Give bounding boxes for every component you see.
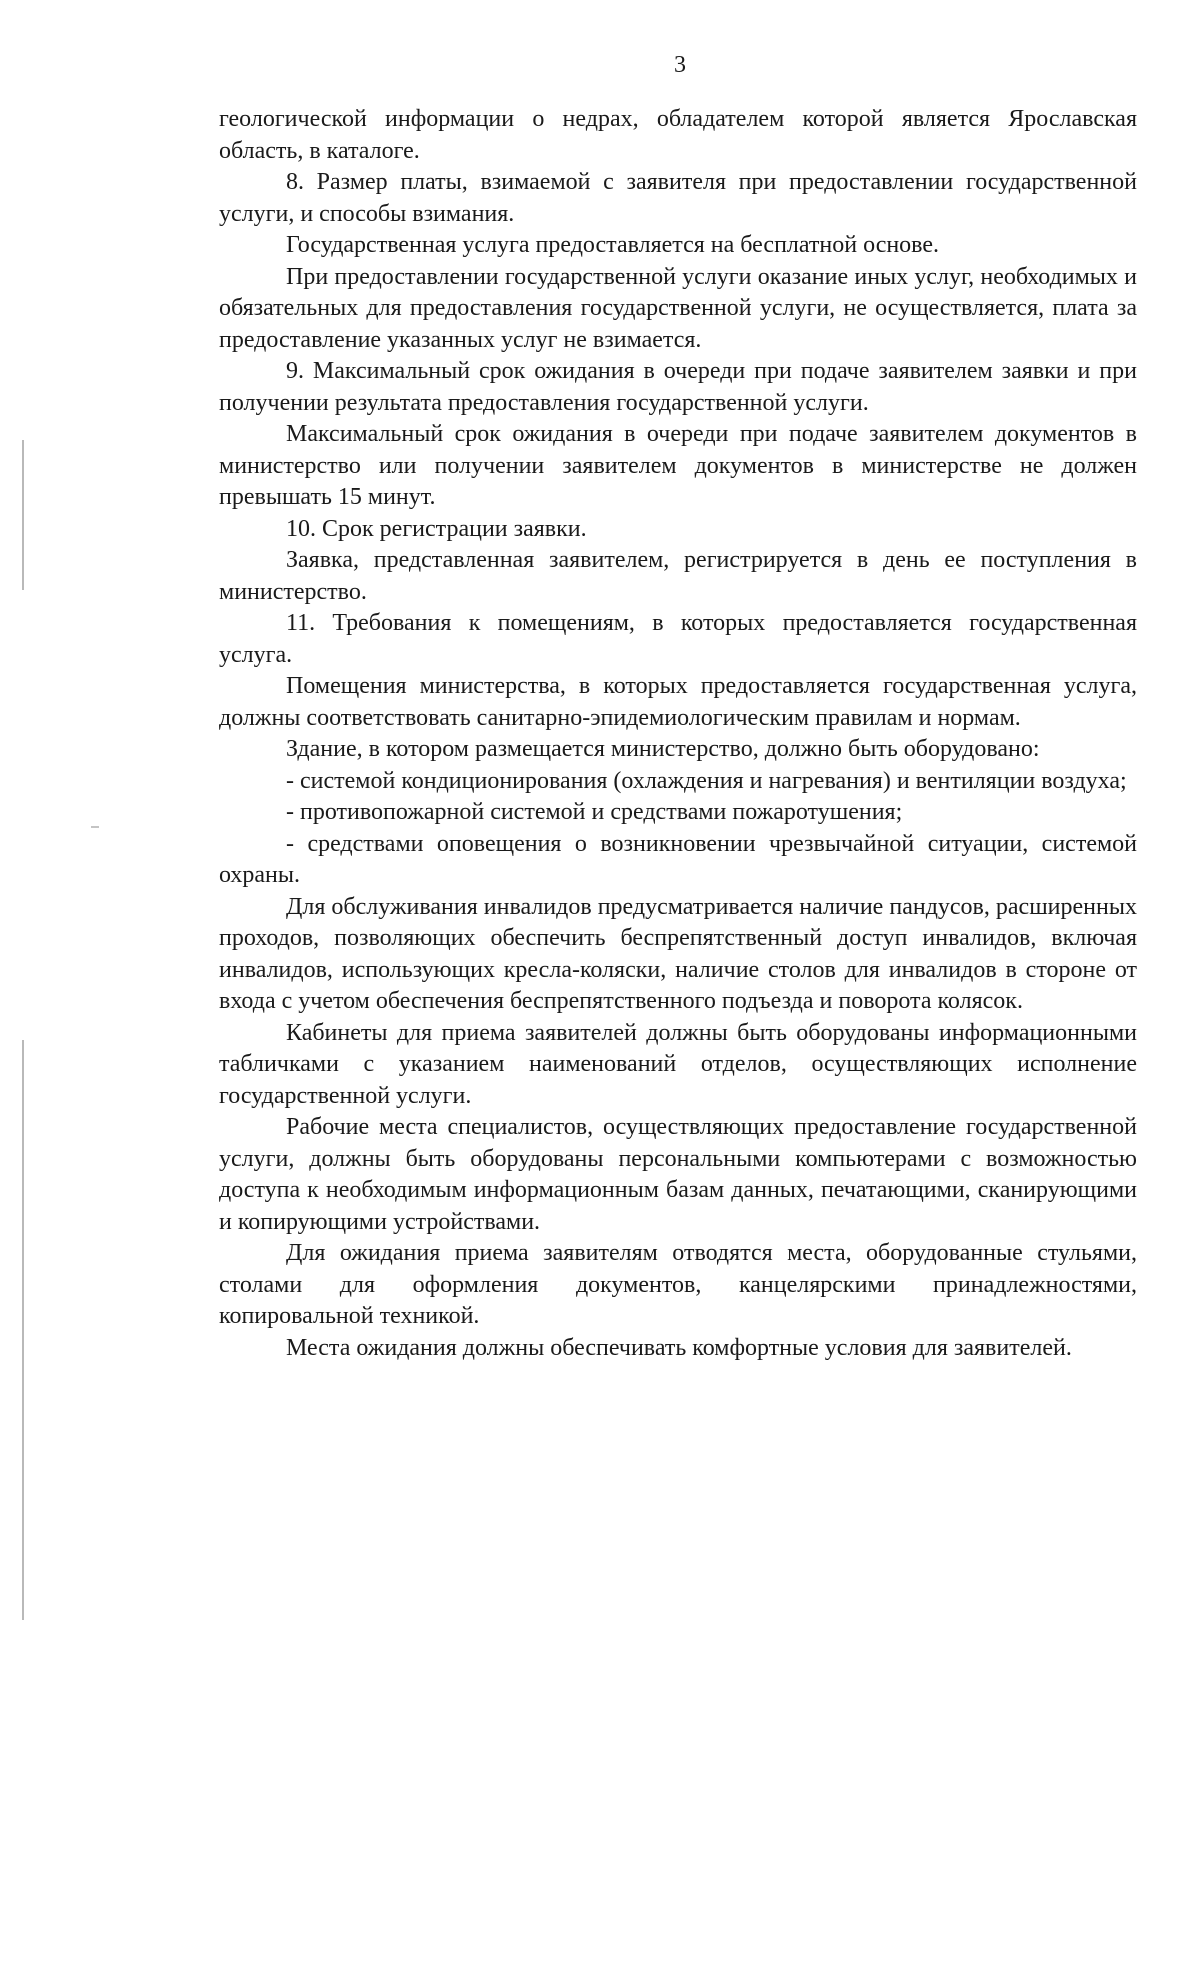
paragraph: Здание, в котором размещается министерство, должно быть оборудовано:: [286, 736, 1040, 762]
document-body: [219, 104, 1137, 1364]
page-number: 3: [674, 52, 686, 78]
paragraph: 10. Срок регистрации заявки.: [286, 515, 587, 542]
paragraph: 9. Максимальный срок ожидания в очереди при подаче заявителем заявки и при получении результата предоставления государственной услуги.: [219, 358, 1137, 416]
paragraph: Максимальный срок ожидания в очереди при подаче заявителем документов в министерство или получении заявителем документов в министерстве не должен превышать 15 минут.: [219, 421, 1137, 510]
paragraph: 8. Размер платы, взимаемой с заявителя при предоставлении государственной услуги, и способы взимания.: [219, 169, 1137, 227]
paragraph: Государственная услуга предоставляется на бесплатной основе.: [286, 232, 940, 258]
scan-speck: [91, 826, 99, 828]
paragraph: Заявка, представленная заявителем, регистрируется в день ее поступления в министерство.: [219, 547, 1137, 605]
paragraph: Кабинеты для приема заявителей должны быть оборудованы информационными табличками с указанием наименований отделов, осуществляющих исполнение государственной услуги.: [219, 1019, 1137, 1109]
scan-edge-mark: [22, 1040, 24, 1620]
paragraph: 11. Требования к помещениям, в которых предоставляется государственная услуга.: [219, 610, 1137, 668]
scan-edge-mark: [22, 440, 24, 590]
paragraph: Рабочие места специалистов, осуществляющих предоставление государственной услуги, должны быть оборудованы персональными компьютерами с возможностью доступа к необходимым информационным базам данных, печатающими, сканирующими и копирующими устройствами.: [219, 1114, 1137, 1235]
paragraph: - средствами оповещения о возникновении чрезвычайной ситуации, системой охраны.: [219, 830, 1137, 888]
paragraph: Для ожидания приема заявителям отводятся места, оборудованные стульями, столами для оформления документов, канцелярскими принадлежностями, копировальной техникой.: [219, 1240, 1137, 1329]
paragraph: - системой кондиционирования (охлаждения и нагревания) и вентиляции воздуха;: [286, 767, 1127, 794]
paragraph: геологической информации о недрах, обладателем которой является Ярославская область, в каталоге.: [219, 106, 1137, 164]
paragraph: Места ожидания должны обеспечивать комфортные условия для заявителей.: [286, 1334, 1072, 1361]
paragraph: - противопожарной системой и средствами пожаротушения;: [286, 799, 903, 825]
paragraph: Помещения министерства, в которых предоставляется государственная услуга, должны соответствовать санитарно-эпидемиологическим правилам и нормам.: [219, 673, 1137, 731]
paragraph: Для обслуживания инвалидов предусматривается наличие пандусов, расширенных проходов, позволяющих обеспечить беспрепятственный доступ инвалидов, включая инвалидов, использующих кресла-коляски, наличие столов для инвалидов в стороне от входа с учетом обеспечения беспрепятственного подъезда и поворота колясок.: [219, 893, 1137, 1014]
paragraph: При предоставлении государственной услуги оказание иных услуг, необходимых и обязательных для предоставления государственной услуги, не осуществляется, плата за предоставление указанных услуг не взимается.: [219, 263, 1137, 353]
